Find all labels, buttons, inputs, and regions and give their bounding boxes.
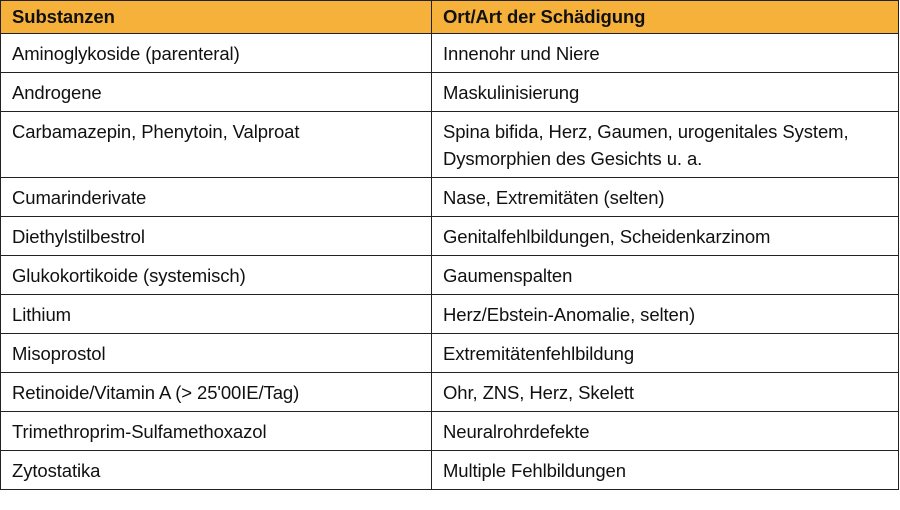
damage-cell: Gaumenspalten	[432, 256, 899, 295]
substance-cell: Androgene	[1, 73, 432, 112]
damage-cell: Multiple Fehlbildungen	[432, 451, 899, 490]
table-row	[1, 412, 899, 451]
table-row	[1, 73, 899, 112]
column-header-damage-site: Ort/Art der Schädigung	[432, 1, 899, 34]
damage-cell: Genitalfehlbildungen, Scheidenkarzinom	[432, 217, 899, 256]
table-header-row	[1, 1, 899, 34]
table-row	[1, 178, 899, 217]
substance-cell: Zytostatika	[1, 451, 432, 490]
substance-cell: Aminoglykoside (parenteral)	[1, 34, 432, 73]
table-row	[1, 34, 899, 73]
damage-cell: Ohr, ZNS, Herz, Skelett	[432, 373, 899, 412]
damage-cell: Spina bifida, Herz, Gaumen, urogenitales System, Dysmorphien des Gesichts u. a.	[432, 112, 899, 178]
substance-cell: Trimethroprim-Sulfamethoxazol	[1, 412, 432, 451]
damage-cell: Extremitätenfehlbildung	[432, 334, 899, 373]
column-header-substances: Substanzen	[1, 1, 432, 34]
substance-cell: Cumarinderivate	[1, 178, 432, 217]
table-row	[1, 256, 899, 295]
table-row	[1, 217, 899, 256]
substance-cell: Misoprostol	[1, 334, 432, 373]
table-row	[1, 334, 899, 373]
damage-cell: Innenohr und Niere	[432, 34, 899, 73]
damage-cell: Neuralrohrdefekte	[432, 412, 899, 451]
table-row	[1, 112, 899, 178]
table-row	[1, 295, 899, 334]
substance-cell: Glukokortikoide (systemisch)	[1, 256, 432, 295]
damage-cell: Nase, Extremitäten (selten)	[432, 178, 899, 217]
substance-cell: Carbamazepin, Phenytoin, Valproat	[1, 112, 432, 178]
table-row	[1, 451, 899, 490]
damage-cell: Herz/Ebstein-Anomalie, selten)	[432, 295, 899, 334]
substance-cell: Diethylstilbestrol	[1, 217, 432, 256]
table-row	[1, 373, 899, 412]
damage-cell: Maskulinisierung	[432, 73, 899, 112]
substance-cell: Lithium	[1, 295, 432, 334]
substance-cell: Retinoide/Vitamin A (> 25'00IE/Tag)	[1, 373, 432, 412]
